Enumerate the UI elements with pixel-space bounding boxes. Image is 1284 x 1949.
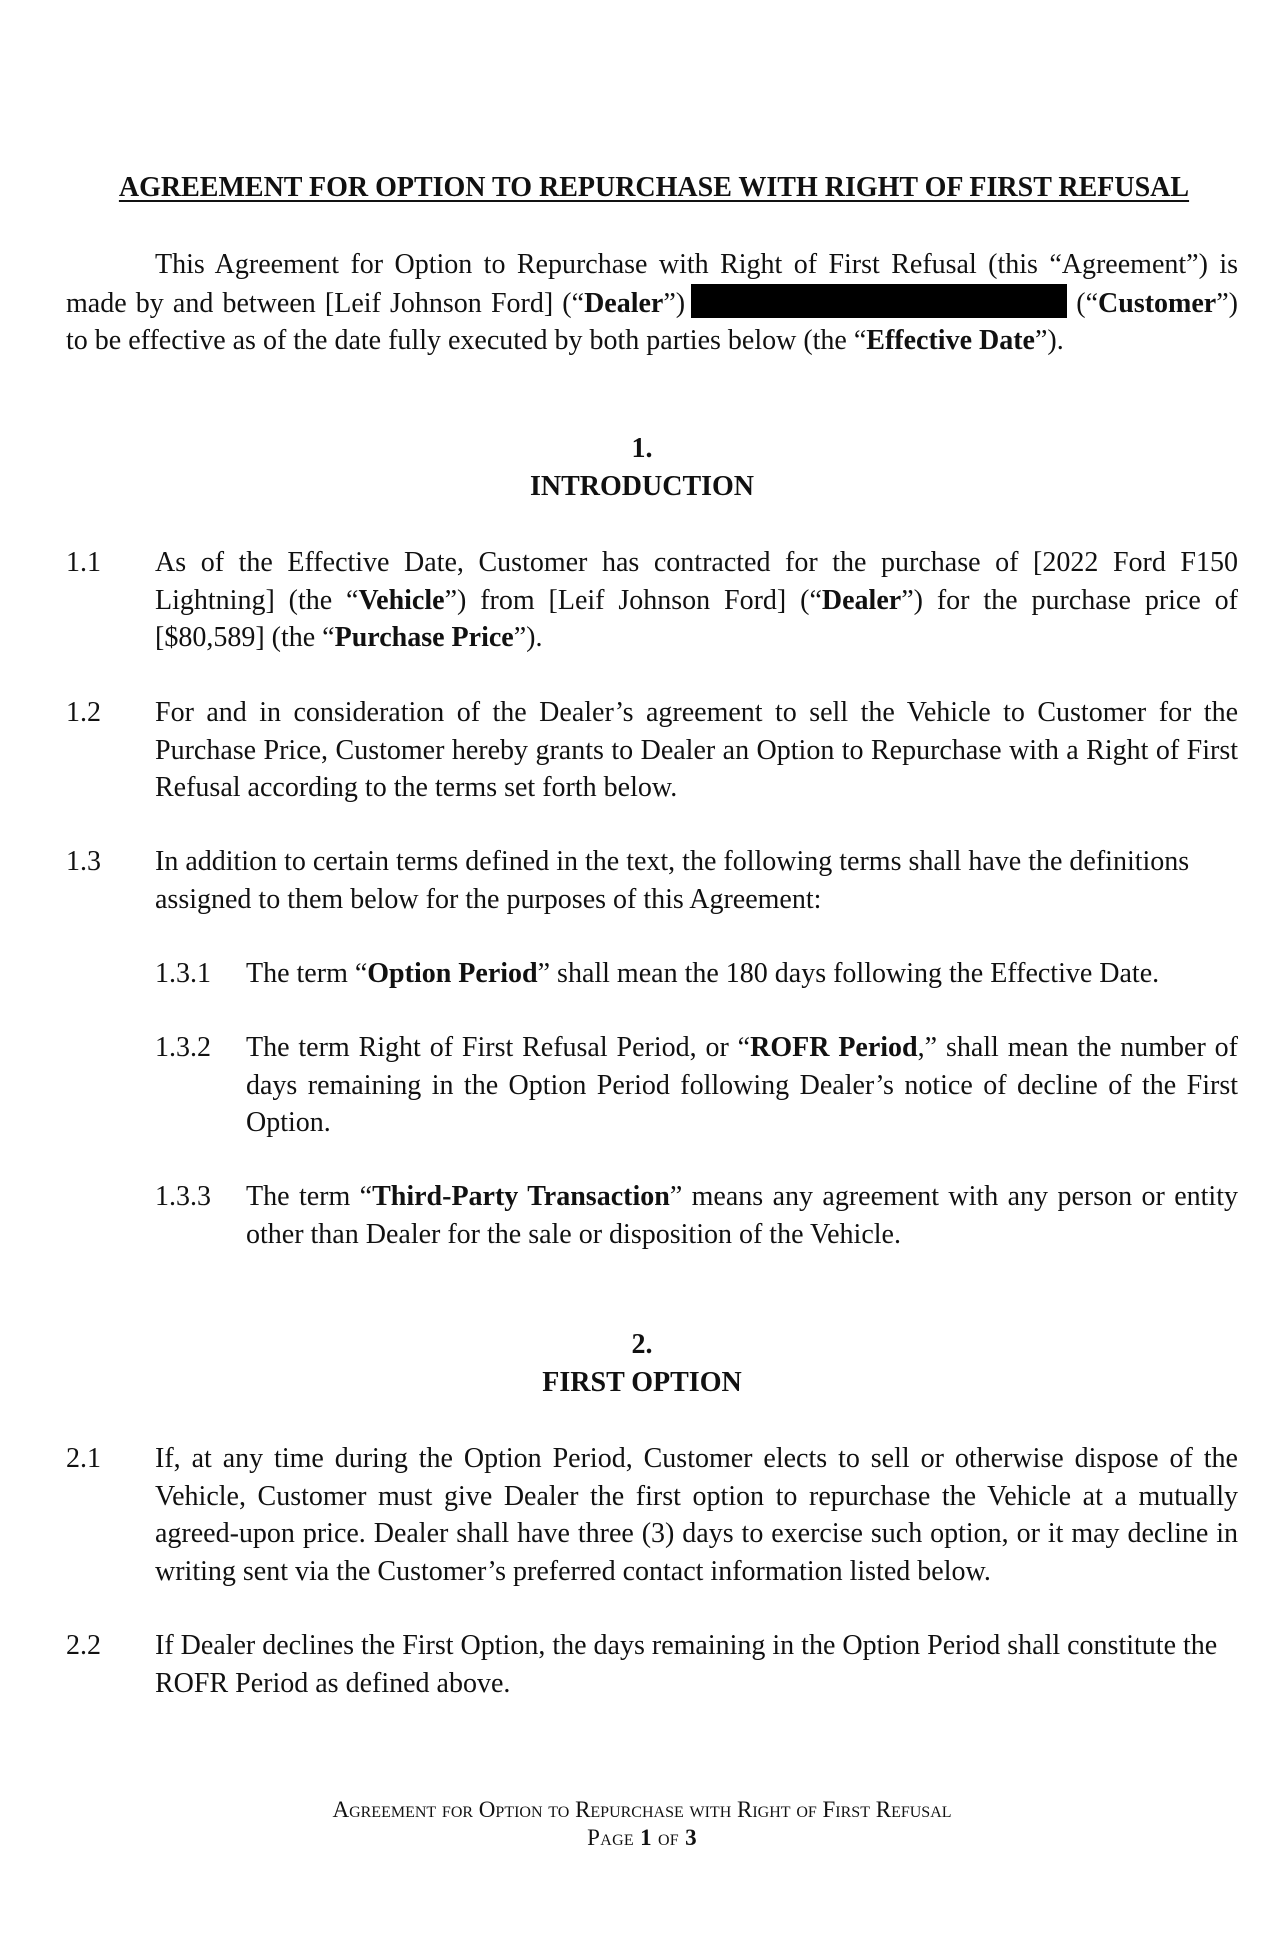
- clause-1-3-1: [155, 955, 1238, 995]
- page-indicator: [0, 1824, 1284, 1852]
- clause-number: 1.3.2: [155, 1032, 211, 1063]
- clause-number: 2.2: [66, 1630, 101, 1661]
- page-footer: [0, 1796, 1284, 1852]
- defined-term-customer: Customer: [1098, 287, 1217, 319]
- clause-text: If Dealer declines the First Option, the days remaining in the Option Period shall constitute the ROFR Period as defined above.: [155, 1630, 1218, 1699]
- clause-number: 1.3.1: [155, 958, 211, 989]
- clause-text: [246, 955, 1238, 993]
- clause-text-part: ” means any agreement with any person or entity other than Dealer for the sale or disposition of the Vehicle.: [246, 1181, 1238, 1250]
- clause-text-part: The term “: [246, 1181, 373, 1212]
- redaction-block: [691, 284, 1067, 318]
- clause-text: [246, 1178, 1238, 1253]
- section-1-heading: [0, 430, 1284, 505]
- intro-text: This Agreement for Option to Repurchase with Right of First Refusal (this “Agreement”) is made by and between [Leif Johnson Ford] (“: [66, 249, 1238, 319]
- page-total: 3: [685, 1825, 697, 1850]
- clause-number: 1.1: [66, 547, 101, 578]
- defined-term-option-period: Option Period: [367, 958, 538, 989]
- clause-text: [155, 544, 1238, 657]
- intro-text: ”): [663, 287, 686, 319]
- footer-title: Agreement for Option to Repurchase with Right of First Refusal: [332, 1797, 952, 1822]
- section-title: FIRST OPTION: [542, 1366, 742, 1398]
- defined-term-effective-date: Effective Date: [866, 325, 1035, 356]
- clause-number: 1.3.3: [155, 1181, 211, 1212]
- clause-1-1: [66, 544, 1238, 664]
- defined-term-rofr-period: ROFR Period: [750, 1032, 918, 1063]
- intro-text: ”) to be effective as of the date fully executed by both parties below (the “: [66, 287, 1238, 356]
- clause-text-part: ”).: [513, 622, 543, 653]
- document-title: AGREEMENT FOR OPTION TO REPURCHASE WITH RIGHT OF FIRST REFUSAL: [118, 172, 1190, 203]
- section-number: 1.: [631, 433, 653, 464]
- clause-1-3-3: [155, 1178, 1238, 1258]
- clause-text: For and in consideration of the Dealer’s agreement to sell the Vehicle to Customer for the Purchase Price, Customer hereby grants to Dealer an Option to Repurchase with a Right of First Refusal according to the terms set forth below.: [155, 697, 1238, 803]
- intro-paragraph: [66, 246, 1238, 360]
- clause-text: [246, 1029, 1238, 1142]
- defined-term-dealer: Dealer: [821, 584, 902, 616]
- defined-term-third-party-transaction: Third-Party Transaction: [372, 1181, 670, 1212]
- section-title: INTRODUCTION: [529, 470, 755, 502]
- intro-text: ”).: [1034, 325, 1064, 356]
- clause-text-part: As of the Effective Date, Customer has contracted for the purchase of [2022 Ford F150 Lightning] (the “: [155, 547, 1238, 616]
- defined-term-vehicle: Vehicle: [358, 584, 445, 616]
- of-label: of: [657, 1825, 679, 1850]
- clause-number: 1.2: [66, 697, 101, 728]
- defined-term-dealer: Dealer: [584, 287, 664, 319]
- clause-text: If, at any time during the Option Period, Customer elects to sell or otherwise dispose of the Vehicle, Customer must give Dealer the first option to repurchase the Vehicle at a mutually agreed-upon price. Dealer shall have three (3) days to exercise such option, or it may decline in writing sent via the Customer’s preferred contact information listed below.: [155, 1443, 1238, 1587]
- clause-text-part: ” shall mean the 180 days following the Effective Date.: [537, 958, 1160, 989]
- clause-text: In addition to certain terms defined in the text, the following terms shall have the definitions assigned to them below for the purposes of this Agreement:: [155, 846, 1190, 915]
- page-label: Page: [587, 1825, 634, 1850]
- clause-number: 2.1: [66, 1443, 101, 1474]
- clause-1-3-2: [155, 1029, 1238, 1149]
- clause-number: 1.3: [66, 846, 101, 877]
- clause-text-part: The term Right of First Refusal Period, or “: [246, 1032, 751, 1063]
- defined-term-purchase-price: Purchase Price: [334, 622, 514, 653]
- page-number: 1: [640, 1825, 652, 1850]
- clause-text-part: ”) for the purchase price of [$80,589] (the “: [155, 584, 1238, 653]
- clause-1-3: [66, 843, 1238, 923]
- clause-2-2: [66, 1627, 1238, 1707]
- section-2-heading: [0, 1326, 1284, 1401]
- clause-text-part: ,” shall mean the number of days remaining in the Option Period following Dealer’s notice of decline of the First Option.: [246, 1032, 1239, 1138]
- section-number: 2.: [631, 1329, 653, 1360]
- intro-text: (“: [1076, 287, 1099, 319]
- clause-2-1: [66, 1440, 1238, 1600]
- clause-text-part: The term “: [246, 958, 368, 989]
- clause-1-2: [66, 694, 1238, 814]
- clause-text-part: ”) from [Leif Johnson Ford] (“: [444, 584, 822, 616]
